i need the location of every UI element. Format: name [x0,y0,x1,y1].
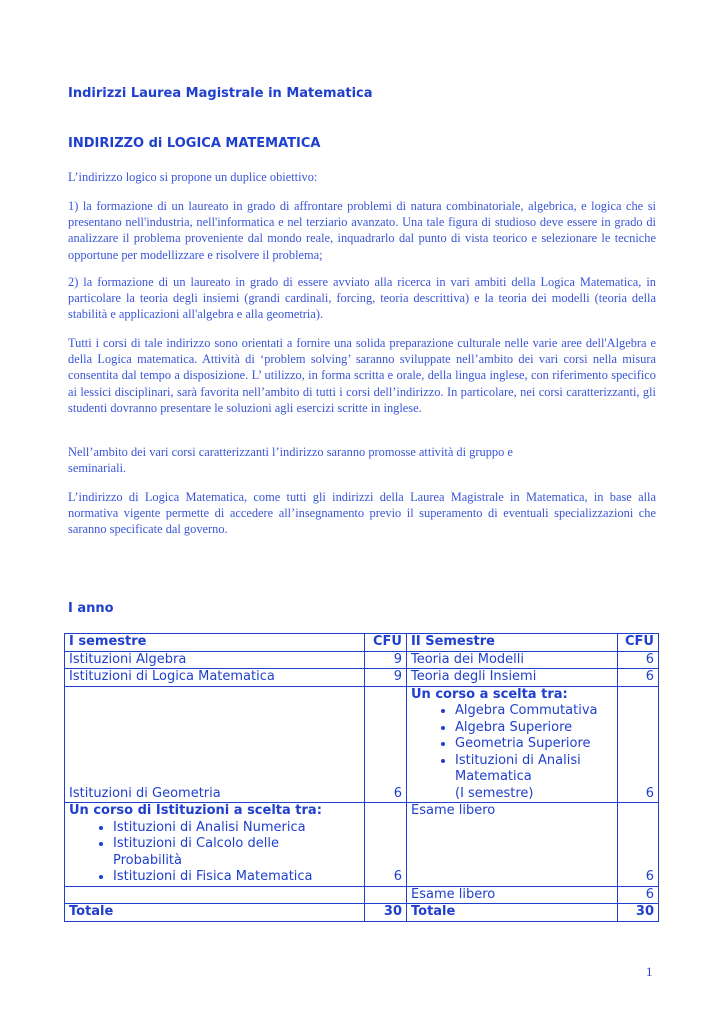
header-second-semester: II Semestre [407,634,618,652]
empty-cell [65,886,365,904]
table-row [65,651,659,669]
group-activities-paragraph: Nell’ambito dei vari corsi caratterizzanti l’indirizzo saranno promosse attività di gruppo e seminariali. [68,445,513,476]
table-row [65,686,659,803]
list-item: • Istituzioni di Fisica Matematica [113,869,360,886]
teaching-paragraph: L’indirizzo di Logica Matematica, come tutti gli indirizzi della Laurea Magistrale in Matematica, in base alla normativa vigente permette di accedere all’insegnamento previo il superamento di eventuali specializzazioni che saranno specificate dal governo. [68,490,656,537]
total-cfu: 30 [365,904,407,922]
document-title: Indirizzi Laurea Magistrale in Matematica [68,86,373,101]
list-item: • Istituzioni di Analisi Matematica [455,753,613,786]
course-cfu: 9 [365,669,407,687]
total-label: Totale [407,904,618,922]
elective-choice-cell [407,686,618,803]
choice-title: Un corso a scelta tra: [411,686,568,702]
header-first-semester: I semestre [65,634,365,652]
course-cfu: 6 [618,886,659,904]
total-cfu: 30 [618,904,659,922]
elective-choice-cell [65,803,365,887]
header-cfu: CFU [618,634,659,652]
objective-2-paragraph: 2) la formazione di un laureato in grado di essere avviato alla ricerca in vari ambiti della Logica Matematica, in particolare la teoria degli insiemi (grandi cardinali, forcing, teoria descrittiva) e la teoria dei modelli (teoria della stabilità e applicazioni all'algebra e alla geometria). [68,275,656,322]
header-cfu: CFU [365,634,407,652]
table-row [65,669,659,687]
course-name: Teoria degli Insiemi [407,669,618,687]
empty-cell [365,886,407,904]
courses-paragraph: Tutti i corsi di tale indirizzo sono orientati a fornire una solida preparazione culturale nelle varie aree dell'Algebra e della Logica matematica. Attività di ‘problem solving’ saranno sviluppate nell’ambito dei vari corsi nella misura consentita dal tempo a disposizione. L’ utilizzo, in forma scritta e orale, della lingua inglese, con riferimento specifico ai lessici disciplinari, sarà favorita nell’ambito di tutti i corsi dell’indirizzo. In particolare, nei corsi caratterizzanti, gli studenti dovranno presentare le soluzioni agli esercizi scritte in inglese. [68,336,656,415]
course-cfu: 9 [365,651,407,669]
course-plan-table [64,633,659,922]
course-cfu: 6 [618,651,659,669]
course-name [407,803,618,887]
option-list [411,703,613,786]
page-number: 1 [646,964,653,979]
course-name: Istituzioni Algebra [65,651,365,669]
total-label: Totale [65,904,365,922]
semester-note: (I semestre) [455,785,534,801]
course-cfu: 6 [618,669,659,687]
list-item: • Istituzioni di Analisi Numerica [113,820,360,837]
objective-1-paragraph: 1) la formazione di un laureato in grado di affrontare problemi di natura combinatoriale, algebrica, e logica che si presentano nell'industria, nell'informatica e nel terziario avanzato. Una tale figura di studioso deve essere in grado di analizzare il problema proveniente dal mondo reale, inquadrarlo dal punto di vista teorico e selezionare le tecniche opportune per modellizzare e risolvere il problema; [68,199,656,262]
course-name: Istituzioni di Geometria [65,686,365,803]
list-item: • Geometria Superiore [455,736,613,753]
course-cfu: 6 [618,803,659,887]
choice-title: Un corso di Istituzioni a scelta tra: [69,803,322,818]
table-row [65,886,659,904]
list-item: • Algebra Commutativa [455,703,613,720]
course-name: Teoria dei Modelli [407,651,618,669]
course-cfu: 6 [365,803,407,887]
course-name: Esame libero [407,886,618,904]
table-total-row [65,904,659,922]
list-item: • Algebra Superiore [455,720,613,737]
list-item: • Istituzioni di Calcolo delle Probabilità [113,836,360,869]
free-exam-label: Esame libero [411,803,496,818]
table-header-row [65,634,659,652]
course-name: Istituzioni di Logica Matematica [65,669,365,687]
course-cfu: 6 [618,686,659,803]
year-heading: I anno [68,601,114,616]
option-list [69,820,360,886]
course-cfu: 6 [365,686,407,803]
intro-paragraph: L’indirizzo logico si propone un duplice obiettivo: [68,170,318,184]
section-title: INDIRIZZO di LOGICA MATEMATICA [68,136,321,151]
table-row [65,803,659,887]
